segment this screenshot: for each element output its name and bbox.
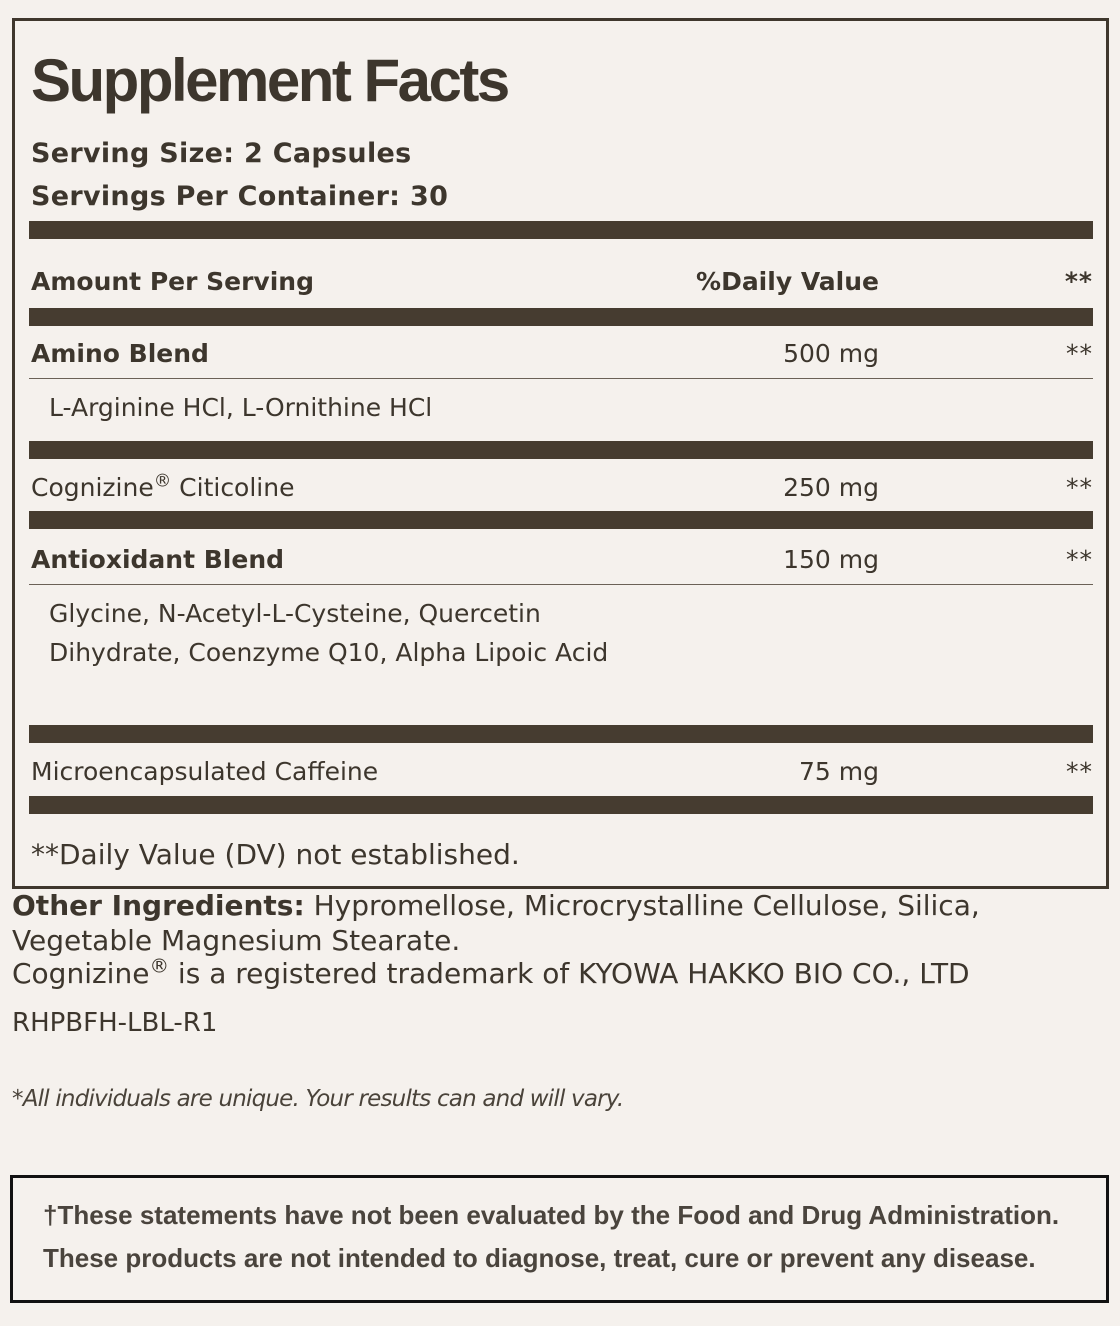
ingredient-amount: 250 mg [783,473,879,502]
fda-statement-box [10,1175,1109,1303]
header-amount-per-serving: Amount Per Serving [31,267,314,296]
thick-divider [29,511,1093,529]
serving-size: Serving Size: 2 Capsules [31,138,412,169]
ingredient-amount: 500 mg [783,339,879,368]
registered-mark: ® [149,954,170,978]
trademark-note: Cognizine® is a registered trademark of KYOWA HAKKO BIO CO., LTD [12,954,970,990]
fda-statement-line-2: These products are not intended to diagnose, treat, cure or prevent any disease. [43,1243,1036,1273]
thick-divider [29,725,1093,743]
ingredient-name: Amino Blend [31,339,209,368]
ingredient-dv: ** [1066,545,1093,574]
ingredient-amount: 150 mg [783,545,879,574]
ingredient-sub-list: Glycine, N-Acetyl-L-Cysteine, Quercetin Dihydrate, Coenzyme Q10, Alpha Lipoic Acid [49,599,609,667]
thick-divider [29,221,1093,239]
fda-statement-line-1: †These statements have not been evaluated by the Food and Drug Administration. [43,1200,1060,1230]
ingredient-dv: ** [1066,339,1093,368]
ingredient-dv: ** [1066,473,1093,502]
label-code: RHPBFH-LBL-R1 [12,1008,218,1038]
header-stars: ** [1064,267,1093,296]
thick-divider [29,441,1093,459]
servings-per-container: Servings Per Container: 30 [31,181,449,212]
supplement-facts-panel [12,18,1109,889]
ingredient-name: Antioxidant Blend [31,545,285,574]
thin-divider [29,584,1093,585]
thin-divider [29,378,1093,379]
dv-footnote: **Daily Value (DV) not established. [31,838,520,871]
ingredient-sub-list: L-Arginine HCl, L-Ornithine HCl [49,393,433,422]
thick-divider [29,796,1093,814]
other-ingredients-label: Other Ingredients: [12,889,305,922]
thick-divider [29,308,1093,326]
other-ingredients-text: Hypromellose, Microcrystalline Cellulose, Silica, Vegetable Magnesium Stearate. [12,889,980,957]
ingredient-amount: 75 mg [799,757,879,786]
other-ingredients [12,888,1092,958]
ingredient-dv: ** [1066,757,1093,786]
panel-title: Supplement Facts [31,47,508,114]
header-daily-value: %Daily Value [696,267,879,296]
ingredient-name: Cognizine® Citicoline [31,471,295,502]
registered-mark: ® [153,471,172,492]
results-disclaimer: *All individuals are unique. Your results can and will vary. [12,1086,624,1112]
ingredient-name: Microencapsulated Caffeine [31,757,379,786]
